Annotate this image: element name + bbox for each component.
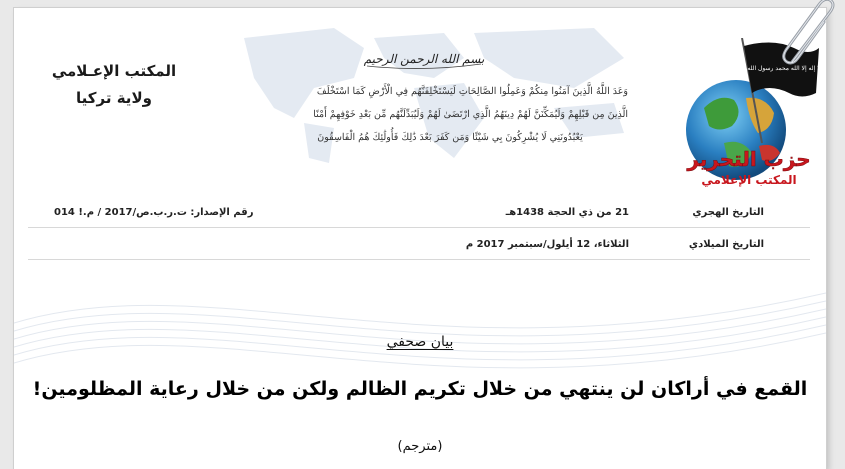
paperclip-icon: [778, 0, 842, 70]
gregorian-value: الثلاثاء، 12 أيلول/سبتمبر 2017 م: [465, 239, 629, 250]
gregorian-date-row: [44, 234, 804, 258]
office-name: [34, 58, 194, 112]
verse-line: الَّذِينَ مِن قَبْلِهِمْ وَلَيُمَكِّنَنَّ لَهُمْ دِينَهُمُ الَّذِي ارْتَضَىٰ لَهُمْ وَلَيُبَدِّلَنَّهُم مِّن بَعْدِ خَوْفِهِمْ أَمْنًا: [313, 109, 628, 120]
logo-title: حزب التحرير: [687, 147, 811, 171]
hijri-value: 21 من ذي الحجة 1438هـ: [505, 207, 629, 218]
divider: [28, 259, 810, 260]
gregorian-label: التاريخ الميلادي: [688, 239, 764, 250]
headline: القمع في أراكان لن ينتهي من خلال تكريم الظالم ولكن من خلال رعاية المظلومين!: [32, 378, 808, 400]
logo-subtitle: المكتب الإعلامي: [701, 173, 797, 187]
document-type-text: بيان صحفي: [386, 334, 454, 350]
basmala-calligraphy: [359, 46, 489, 70]
document-type: [14, 334, 826, 350]
document-page: [14, 8, 826, 469]
office-line1: المكتب الإعـلامي: [51, 62, 177, 80]
translated-note: (مترجم): [397, 439, 443, 454]
office-line2: ولاية تركيا: [76, 89, 152, 107]
issue-number: رقم الإصدار: ت.ر.ب.ص/2017 / م.! 014: [54, 207, 254, 218]
hijri-date-row: [44, 202, 804, 226]
divider: [28, 227, 810, 228]
quran-verse: [272, 80, 628, 149]
verse-line: يَعْبُدُونَنِي لَا يُشْرِكُونَ بِي شَيْئًا وَمَن كَفَرَ بَعْدَ ذَٰلِكَ فَأُولَٰئِكَ هُمُ الْفَاسِقُونَ: [317, 132, 583, 143]
flag-text: لا إله إلا الله محمد رسول الله: [747, 65, 821, 72]
verse-line: وَعَدَ اللَّهُ الَّذِينَ آمَنُوا مِنكُمْ وَعَمِلُوا الصَّالِحَاتِ لَيَسْتَخْلِفَنَّهُم فِي الْأَرْضِ كَمَا اسْتَخْلَفَ: [316, 86, 628, 97]
hijri-label: التاريخ الهجري: [692, 207, 764, 218]
basmala-text: بسم الله الرحمن الرحيم: [363, 52, 485, 66]
decorative-waves: [14, 263, 826, 383]
